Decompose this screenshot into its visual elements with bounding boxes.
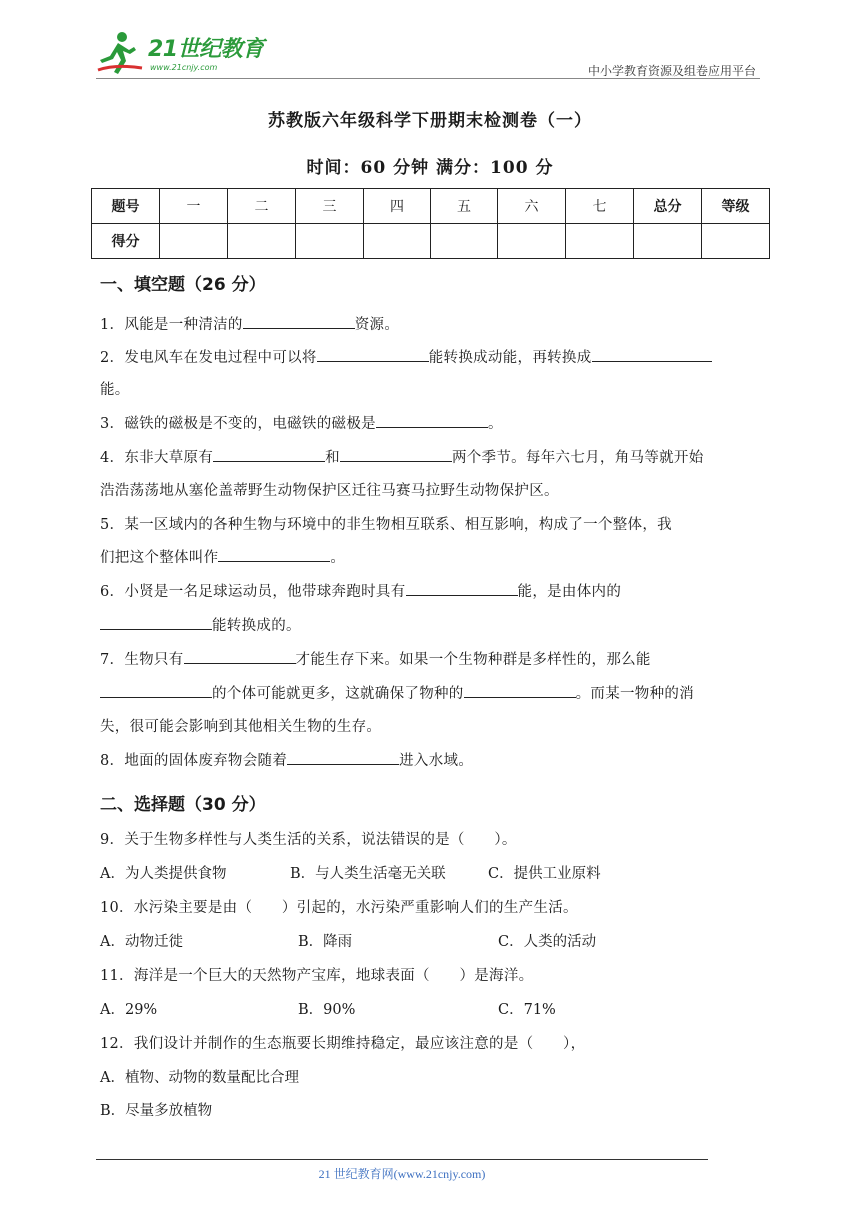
q-text: 。 [487, 416, 503, 432]
question-5-cont [100, 546, 345, 567]
option-c[interactable]: C．人类的活动 [498, 934, 597, 950]
question-11: 11．海洋是一个巨大的天然物产宝库，地球表面（ ）是海洋。 [100, 968, 534, 984]
section-title-fill-blank: 一、填空题（26 分） [100, 275, 266, 295]
q-text: 7．生物只有 [100, 652, 184, 668]
runner-logo-icon [96, 30, 146, 76]
score-cell[interactable] [498, 224, 566, 259]
score-header-cell: 等级 [702, 189, 770, 224]
q-text: 的个体可能就更多，这就确保了物种的 [212, 686, 464, 702]
section-title-choice: 二、选择题（30 分） [100, 795, 266, 815]
question-7-cont2: 失，很可能会影响到其他相关生物的生存。 [100, 719, 382, 735]
page-header [96, 30, 760, 80]
question-6 [100, 580, 621, 601]
question-5: 5．某一区域内的各种生物与环境中的非生物相互联系、相互影响，构成了一个整体，我 [100, 517, 672, 533]
logo-text: 21世纪教育 [148, 37, 264, 62]
q-text: 2．发电风车在发电过程中可以将 [100, 350, 317, 366]
answer-blank[interactable] [376, 413, 488, 428]
score-cell[interactable] [702, 224, 770, 259]
q-text: 1．风能是一种清洁的 [100, 317, 243, 333]
score-header-cell: 四 [364, 189, 431, 224]
answer-blank[interactable] [243, 314, 355, 329]
q-text: 能，是由体内的 [517, 584, 622, 600]
q-text: 4．东非大草原有 [100, 450, 214, 466]
question-4-cont: 浩浩荡荡地从塞伦盖蒂野生动物保护区迁往马赛马拉野生动物保护区。 [100, 483, 559, 499]
option-c[interactable]: C．71% [498, 1002, 556, 1018]
score-table-row [92, 224, 770, 259]
question-7-cont [100, 682, 694, 703]
score-header-cell: 六 [498, 189, 566, 224]
score-cell[interactable] [228, 224, 296, 259]
score-row-label: 得分 [92, 224, 160, 259]
score-table-header-row [92, 189, 770, 224]
answer-blank[interactable] [592, 347, 712, 362]
q-text: 们把这个整体叫作 [100, 550, 219, 566]
score-cell[interactable] [296, 224, 364, 259]
q-text: 能转换成动能，再转换成 [428, 350, 592, 366]
score-table [91, 188, 770, 259]
answer-blank[interactable] [317, 347, 429, 362]
q-text: 资源。 [354, 317, 400, 333]
question-1 [100, 313, 399, 334]
score-header-cell: 二 [228, 189, 296, 224]
q-text: 进入水域。 [399, 753, 474, 769]
exam-subtitle: 时间：60 分钟 满分：100 分 [306, 158, 554, 178]
score-header-cell: 三 [296, 189, 364, 224]
option-c[interactable]: C．提供工业原料 [488, 866, 601, 882]
score-cell[interactable] [566, 224, 634, 259]
logo [96, 30, 266, 78]
answer-blank[interactable] [100, 683, 212, 698]
score-cell[interactable] [364, 224, 431, 259]
question-2-cont: 能。 [100, 382, 130, 398]
score-header-cell: 总分 [634, 189, 702, 224]
q-text: 6．小贤是一名足球运动员，他带球奔跑时具有 [100, 584, 406, 600]
q-text: 。 [330, 550, 346, 566]
option-a[interactable]: A．为人类提供食物 [100, 866, 227, 882]
footer-divider [96, 1159, 708, 1160]
footer-link[interactable]: 21 世纪教育网(www.21cnjy.com) [318, 1167, 486, 1181]
answer-blank[interactable] [218, 547, 330, 562]
question-2 [100, 346, 712, 367]
answer-blank[interactable] [213, 447, 325, 462]
option-a[interactable]: A．植物、动物的数量配比合理 [100, 1070, 299, 1086]
question-9: 9．关于生物多样性与人类生活的关系，说法错误的是（ ）。 [100, 832, 517, 848]
question-10: 10．水污染主要是由（ ）引起的，水污染严重影响人们的生产生活。 [100, 900, 578, 916]
question-3 [100, 412, 503, 433]
option-a[interactable]: A．29% [100, 1002, 158, 1018]
logo-url: www.21cnjy.com [150, 63, 218, 72]
option-b[interactable]: B．降雨 [298, 934, 353, 950]
question-6-cont [100, 614, 301, 635]
answer-blank[interactable] [464, 683, 576, 698]
answer-blank[interactable] [406, 581, 518, 596]
header-divider [96, 78, 760, 79]
answer-blank[interactable] [340, 447, 452, 462]
score-header-cell: 七 [566, 189, 634, 224]
platform-label: 中小学教育资源及组卷应用平台 [587, 64, 756, 78]
answer-blank[interactable] [184, 649, 296, 664]
q-text: 8．地面的固体废弃物会随着 [100, 753, 288, 769]
option-b[interactable]: B．90% [298, 1002, 356, 1018]
q-text: 。而某一物种的消 [575, 686, 695, 702]
score-header-cell: 一 [160, 189, 228, 224]
q-text: 两个季节。每年六七月，角马等就开始 [451, 450, 704, 466]
score-cell[interactable] [431, 224, 498, 259]
q-text: 和 [325, 450, 340, 466]
question-4 [100, 446, 704, 467]
score-cell[interactable] [634, 224, 702, 259]
question-8 [100, 749, 473, 770]
score-cell[interactable] [160, 224, 228, 259]
q-text: 3．磁铁的磁极是不变的，电磁铁的磁极是 [100, 416, 376, 432]
option-b[interactable]: B．与人类生活毫无关联 [290, 866, 446, 882]
score-header-cell: 题号 [92, 189, 160, 224]
answer-blank[interactable] [100, 615, 212, 630]
q-text: 能转换成的。 [212, 618, 301, 634]
score-header-cell: 五 [431, 189, 498, 224]
question-7 [100, 648, 651, 669]
exam-title: 苏教版六年级科学下册期末检测卷（一） [268, 111, 592, 131]
answer-blank[interactable] [287, 750, 399, 765]
option-a[interactable]: A．动物迁徙 [100, 934, 183, 950]
question-12: 12．我们设计并制作的生态瓶要长期维持稳定，最应该注意的是（ ）， [100, 1036, 586, 1052]
q-text: 才能生存下来。如果一个生物种群是多样性的，那么能 [295, 652, 651, 668]
option-b[interactable]: B．尽量多放植物 [100, 1103, 213, 1119]
